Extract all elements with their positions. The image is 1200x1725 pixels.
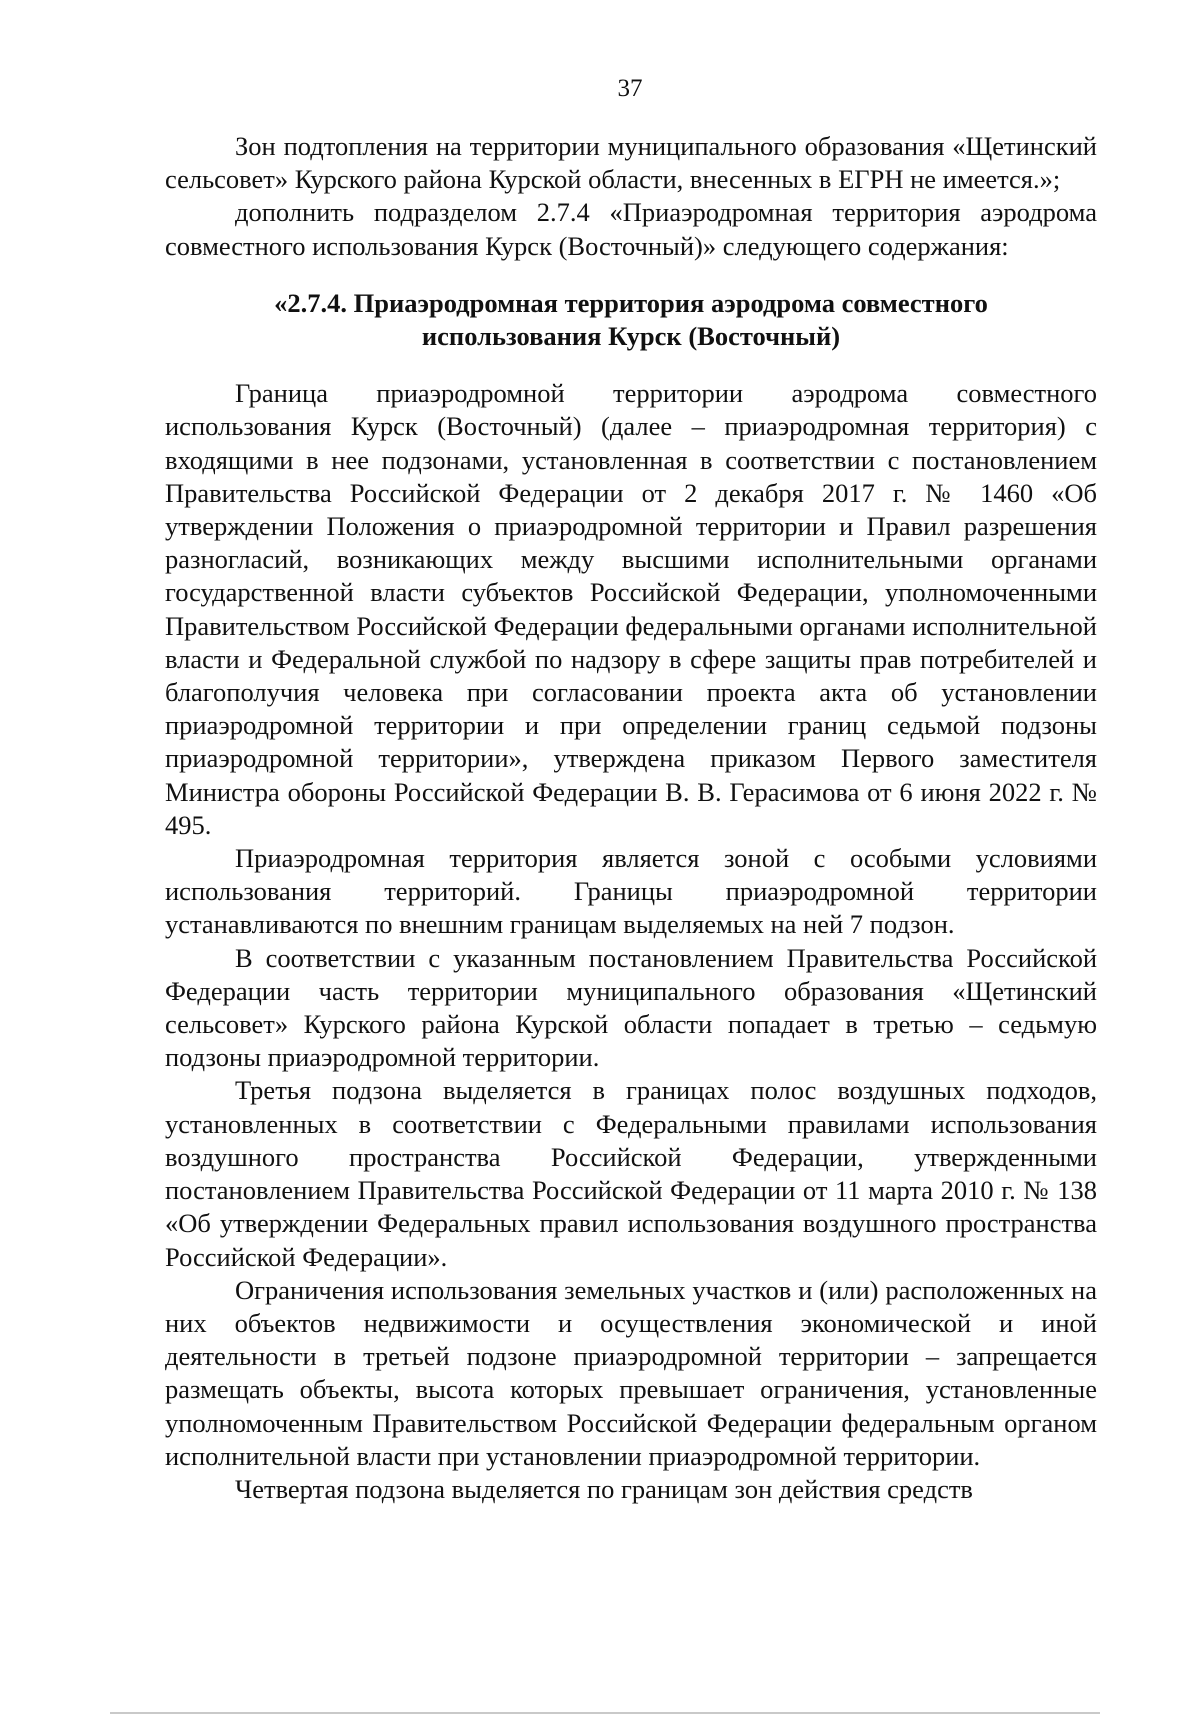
- paragraph-flood-zones: Зон подтопления на территории муниципального образования «Щетинский сельсовет» Курского района Курской области, внесенных в ЕГРН не имеется.»;: [165, 131, 1097, 195]
- paragraph-boundary: Граница приаэродромной территории аэродрома совместного использования Курск (Восточный) (далее – приаэродромная территория) с входящими в нее подзонами, установленная в соответствии с постановлением Правительства Российской Федерации от 2 декабря 2017 г. № 1460 «Об утверждении Положения о приаэродромной территории и Правил разрешения разногласий, возникающих между высшими исполнительными органами государственной власти субъектов Российской Федерации, уполномоченными Правительством Российской Федерации федеральными органами исполнительной власти и Федеральной службой по надзору в сфере защиты прав потребителей и благополучия человека при согласовании проекта акта об установлении приаэродромной территории и при определении границ седьмой подзоны приаэродромной территории», утверждена приказом Первого заместителя Министра обороны Российской Федерации В. В. Герасимова от 6 июня 2022 г. № 495.: [165, 378, 1097, 840]
- section-heading-line-2: использования Курск (Восточный): [421, 321, 841, 352]
- paragraph-restrictions: Ограничения использования земельных участков и (или) расположенных на них объектов недвижимости и осуществления экономической и иной деятельности в третьей подзоне приаэродромной территории – запрещается размещать объекты, высота которых превышает ограничения, установленные уполномоченным Правительством Российской Федерации федеральным органом исполнительной власти при установлении приаэродромной территории.: [165, 1274, 1097, 1471]
- page-number: 37: [617, 75, 643, 102]
- document-body: [165, 130, 1097, 1506]
- paragraph-add-subsection: дополнить подразделом 2.7.4 «Приаэродромная территория аэродрома совместного использования Курск (Восточный)» следующего содержания:: [165, 197, 1097, 261]
- section-heading-line-1: «2.7.4. Приаэродромная территория аэродрома совместного: [274, 287, 988, 318]
- paragraph-special-zone: Приаэродромная территория является зоной с особыми условиями использования территорий. Границы приаэродромной территории устанавливаются по внешним границам выделяемых на ней 7 подзон.: [165, 843, 1097, 940]
- paragraph-subzones-affected: В соответствии с указанным постановлением Правительства Российской Федерации часть территории муниципального образования «Щетинский сельсовет» Курского района Курской области попадает в третью – седьмую подзоны приаэродромной территории.: [165, 942, 1097, 1073]
- scan-bottom-edge: [110, 1712, 1100, 1714]
- paragraph-fourth-subzone: Четвертая подзона выделяется по границам зон действия средств: [235, 1473, 973, 1504]
- section-heading: [165, 287, 1097, 353]
- paragraph-third-subzone: Третья подзона выделяется в границах полос воздушных подходов, установленных в соответствии с Федеральными правилами использования воздушного пространства Российской Федерации, утвержденными постановлением Правительства Российской Федерации от 11 марта 2010 г. № 138 «Об утверждении Федеральных правил использования воздушного пространства Российской Федерации».: [165, 1075, 1097, 1272]
